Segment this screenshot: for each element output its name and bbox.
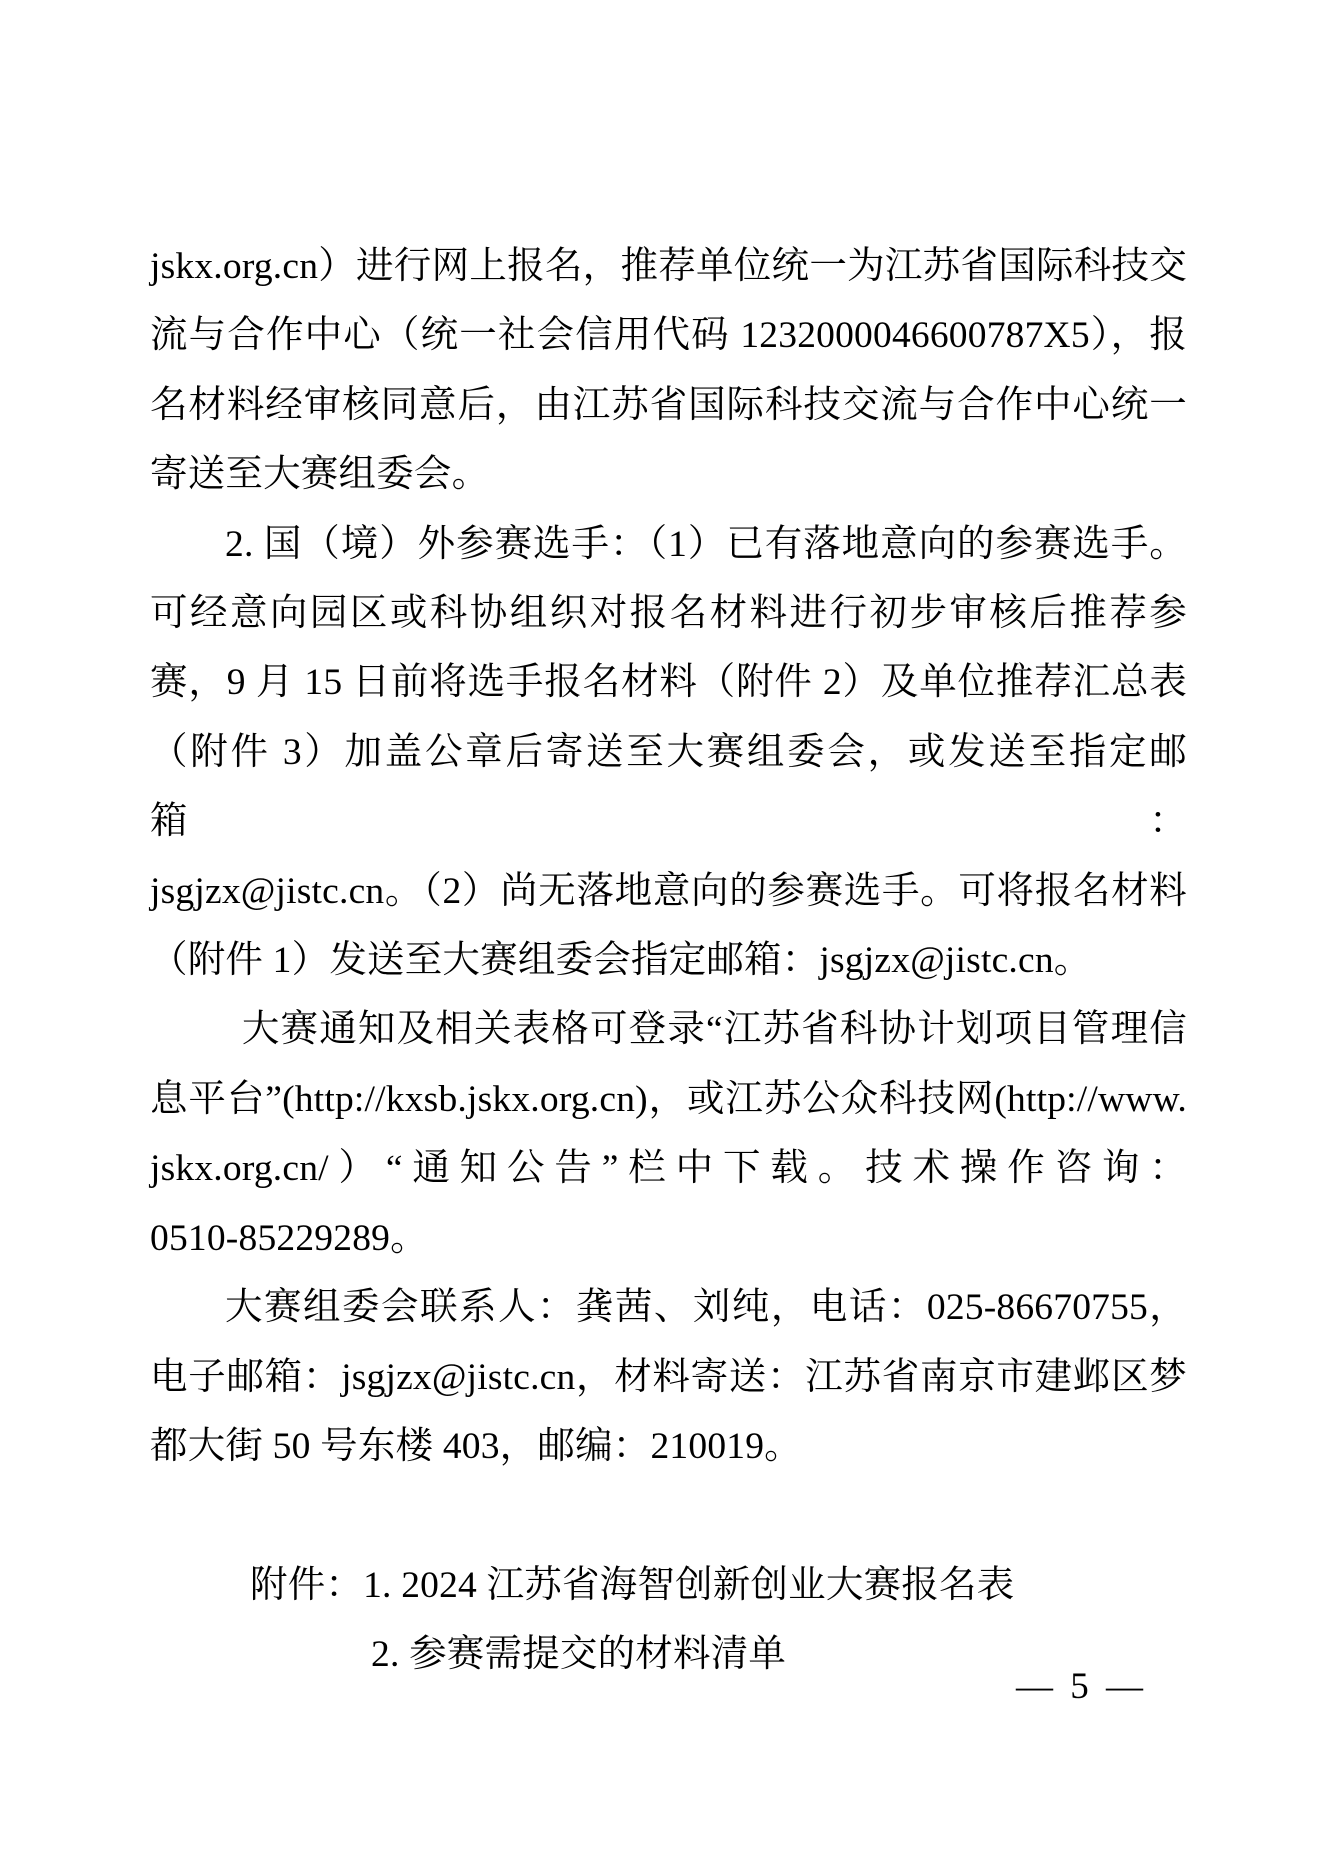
page-number: — 5 —: [1016, 1666, 1147, 1707]
blank-line: [150, 1481, 1187, 1550]
body-line: （附件 3）加盖公章后寄送至大赛组委会，或发送至指定邮箱：: [150, 731, 1187, 843]
body-line-paragraph-start: 大赛组委会联系人：龚茜、刘纯，电话：025-86670755，: [225, 1287, 1187, 1329]
body-line: 电子邮箱：jsgjzx@jistc.cn，材料寄送：江苏省南京市建邺区梦: [150, 1356, 1187, 1398]
body-line-paragraph-start: 2. 国（境）外参赛选手：（1）已有落地意向的参赛选手。: [225, 523, 1187, 565]
body-line: （附件 1）发送至大赛组委会指定邮箱：jsgjzx@jistc.cn。: [150, 940, 1092, 982]
body-line: jsgjzx@jistc.cn。（2）尚无落地意向的参赛选手。可将报名材料: [150, 870, 1187, 912]
body-line: 0510-85229289。: [150, 1217, 428, 1259]
body-line: 寄送至大赛组委会。: [150, 454, 490, 496]
attachment-line-2: 2. 参赛需提交的材料清单: [371, 1634, 787, 1676]
body-line: 可经意向园区或科协组织对报名材料进行初步审核后推荐参: [150, 593, 1187, 635]
body-line: jskx.org.cn/）“通知公告”栏中下载。技术操作咨询：: [150, 1148, 1187, 1190]
attachment-line-1: 附件：1. 2024 江苏省海智创新创业大赛报名表: [250, 1564, 1015, 1606]
body-line-paragraph-start: 大赛通知及相关表格可登录“江苏省科协计划项目管理信: [241, 1009, 1187, 1051]
body-line: jskx.org.cn）进行网上报名，推荐单位统一为江苏省国际科技交: [150, 246, 1187, 287]
page-footer: [1016, 1663, 1147, 1711]
body-line: 息平台”(http://kxsb.jskx.org.cn)，或江苏公众科技网(http://www.: [150, 1078, 1187, 1120]
body-line: 流与合作中心（统一社会信用代码 1232000046600787X5），报: [150, 315, 1187, 357]
body-line: 赛，9 月 15 日前将选手报名材料（附件 2）及单位推荐汇总表: [150, 662, 1187, 704]
body-line: 都大街 50 号东楼 403，邮编：210019。: [150, 1425, 802, 1467]
body-line: 名材料经审核同意后，由江苏省国际科技交流与合作中心统一: [150, 384, 1187, 426]
document-body: [150, 232, 1187, 1690]
